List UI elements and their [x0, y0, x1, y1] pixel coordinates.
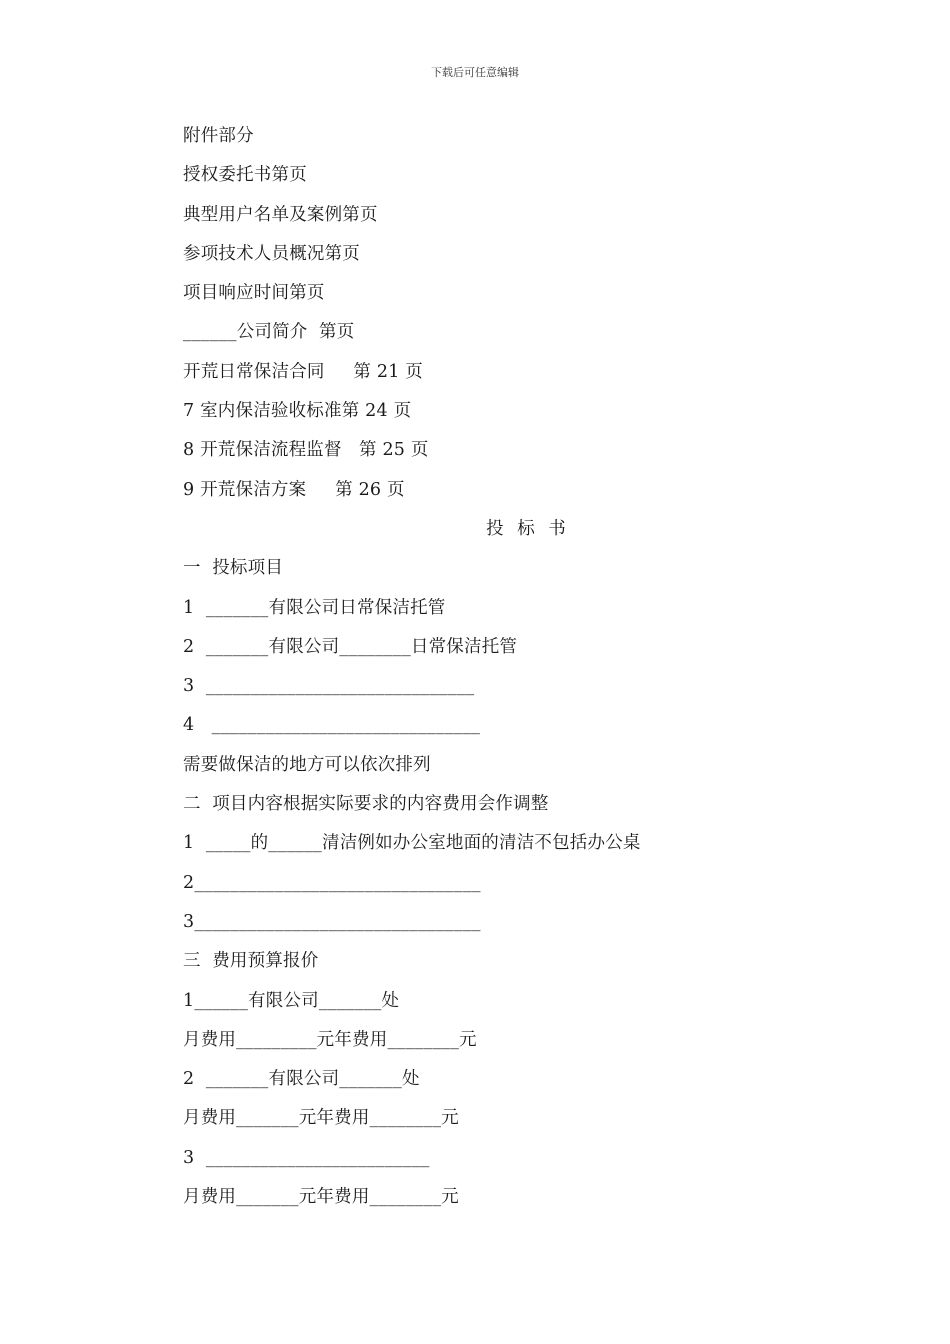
toc-line: 参项技术人员概况第页	[183, 243, 360, 264]
toc-line: 授权委托书第页	[183, 165, 307, 186]
section-line: 3 _________________________	[183, 1147, 430, 1168]
section-line: 2________________________________	[183, 872, 481, 893]
toc-line: 附件部分	[183, 126, 254, 146]
toc-line: 项目响应时间第页	[183, 283, 325, 304]
toc-line: ______公司简介 第页	[183, 322, 355, 343]
document-body	[183, 122, 803, 1222]
fee-line: 月费用_______元年费用________元	[183, 1108, 459, 1129]
section-heading: 二 项目内容根据实际要求的内容费用会作调整	[183, 794, 549, 815]
section-line: 1 _____的______清洁例如办公室地面的清洁不包括办公桌	[183, 833, 641, 854]
section-line: 3________________________________	[183, 911, 481, 932]
document-title: 投 标 书	[486, 518, 570, 539]
toc-line: 7 室内保洁验收标准第 24 页	[183, 401, 412, 422]
section-line: 4 ______________________________	[183, 715, 481, 736]
toc-line: 典型用户名单及案例第页	[183, 204, 378, 225]
toc-line: 开荒日常保洁合同 第 21 页	[183, 361, 424, 382]
toc-line: 8 开荒保洁流程监督 第 25 页	[183, 440, 429, 461]
page-header: 下载后可任意编辑	[431, 66, 519, 79]
section-line: 3 ______________________________	[183, 676, 475, 697]
section-line: 1______有限公司_______处	[183, 990, 400, 1011]
fee-line: 月费用_______元年费用________元	[183, 1187, 459, 1208]
section-note: 需要做保洁的地方可以依次排列	[183, 754, 431, 775]
section-line: 2 _______有限公司_______处	[183, 1069, 420, 1090]
section-heading: 一 投标项目	[183, 558, 284, 579]
toc-line: 9 开荒保洁方案 第 26 页	[183, 479, 405, 500]
section-line: 2 _______有限公司________日常保洁托管	[183, 636, 518, 657]
fee-line: 月费用_________元年费用________元	[183, 1029, 477, 1050]
section-heading: 三 费用预算报价	[183, 951, 319, 972]
section-line: 1 _______有限公司日常保洁托管	[183, 597, 446, 618]
